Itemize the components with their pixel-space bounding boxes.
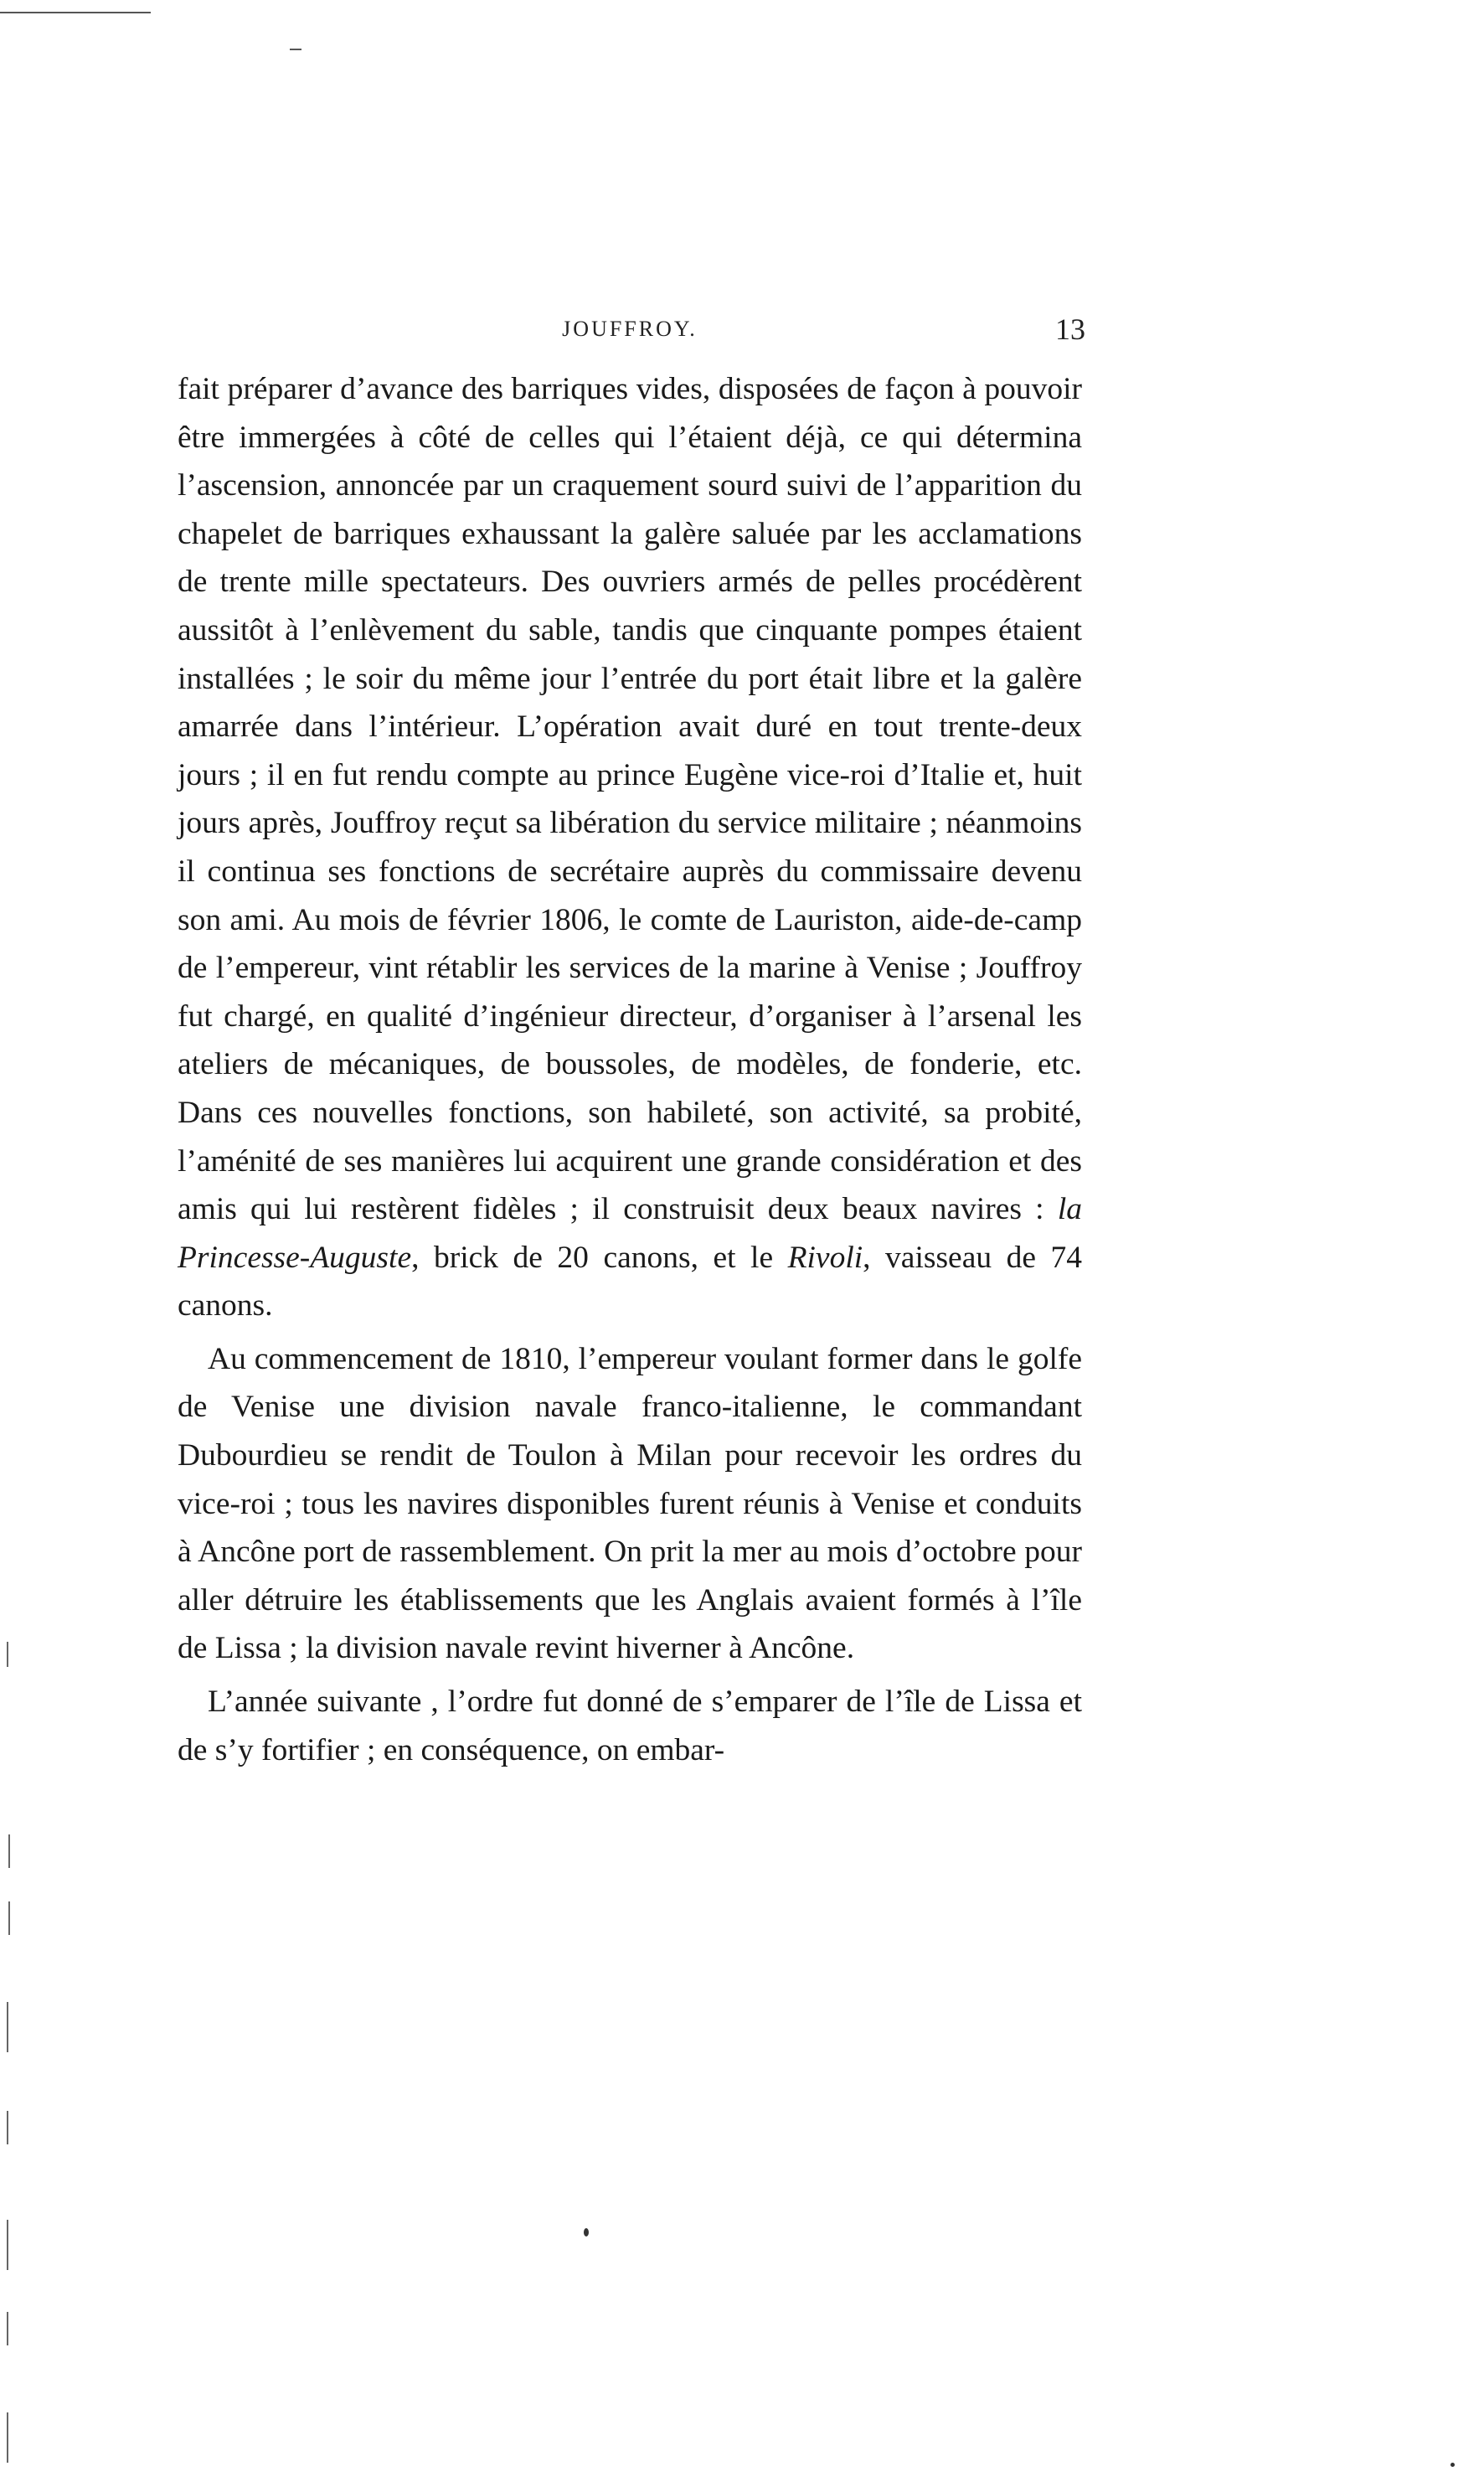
scan-mark-left-margin bbox=[8, 1901, 10, 1935]
paragraph-text: , brick de 20 canons, et le bbox=[411, 1240, 774, 1275]
scan-mark-left-margin bbox=[7, 2412, 8, 2463]
paragraph-text: fait préparer d’avance des barriques vides, disposées de façon à pouvoir être immergées à côté de celles qui l’étaient déjà, ce qui détermina l’ascension, annoncée par un craquement sourd suivi de l’apparition du chapelet de barriques exhaussant la galère saluée par les acclamations de trente mille spectateurs. Des ouvriers armés de pelles procédèrent aussitôt à l’enlèvement du sable, tandis que cinquante pompes étaient installées ; le soir du même jour l’entrée du port était libre et la galère amarrée dans l’intérieur. L’opération avait duré en tout trente-deux jours ; il en fut rendu compte au prince Eugène vice-roi d’Italie et, huit jours après, Jouffroy reçut sa libération du service militaire ; néanmoins il continua ses fonctions de secrétaire auprès du commissaire devenu son ami. Au mois de février 1806, le comte de Lauriston, aide-de-camp de l’empereur, vint rétablir les services de la marine à Venise ; Jouffroy fut chargé, en qualité d’ingénieur directeur, d’organiser à l’arsenal les ateliers de mécaniques, de boussoles, de modèles, de fonderie, etc. Dans ces nouvelles fonctions, son habileté, son activité, sa probité, l’aménité de ses manières lui acquirent une grande considération et des amis qui lui restèrent fidèles ; il construisit deux beaux navires : bbox=[178, 372, 1082, 1227]
ship-name: la Princesse-Auguste bbox=[178, 1192, 1082, 1275]
scan-mark-left-margin bbox=[7, 2220, 8, 2270]
paragraph: L’année suivante , l’ordre fut donné de s’emparer de l’île de Lissa et de s’y fortifier ; en conséquence, on embar- bbox=[178, 1685, 1082, 1767]
scan-speck bbox=[584, 2228, 589, 2237]
scan-mark-left-margin bbox=[7, 1642, 8, 1667]
scan-mark-left-margin bbox=[7, 2312, 8, 2345]
scan-mark-left-margin bbox=[7, 2111, 8, 2144]
page-header bbox=[178, 312, 1085, 359]
scan-mark-top bbox=[290, 49, 301, 50]
scan-mark-top-left bbox=[0, 12, 151, 13]
paragraph: Au commencement de 1810, l’empereur voulant former dans le golfe de Venise une division navale franco-italienne, le commandant Dubourdieu se rendit de Toulon à Milan pour recevoir les ordres du vice-roi ; tous les navires disponibles furent réunis à Venise et conduits à Ancône port de rassemblement. On prit la mer au mois d’octobre pour aller détruire les établissements que les Anglais avaient formés à l’île de Lissa ; la division navale revint hiverner à Ancône. bbox=[178, 1341, 1082, 1666]
scan-speck bbox=[1451, 2463, 1455, 2467]
ship-name: Rivoli bbox=[787, 1240, 863, 1275]
running-head: JOUFFROY. bbox=[562, 317, 698, 341]
scan-mark-left-margin bbox=[8, 1834, 10, 1868]
page-number: 13 bbox=[1055, 312, 1085, 346]
paragraph bbox=[178, 365, 1082, 1330]
body-text bbox=[178, 365, 1082, 1774]
scan-mark-left-margin bbox=[7, 2002, 8, 2052]
paragraph-text: , vaisseau de 74 canons. bbox=[178, 1240, 1083, 1323]
